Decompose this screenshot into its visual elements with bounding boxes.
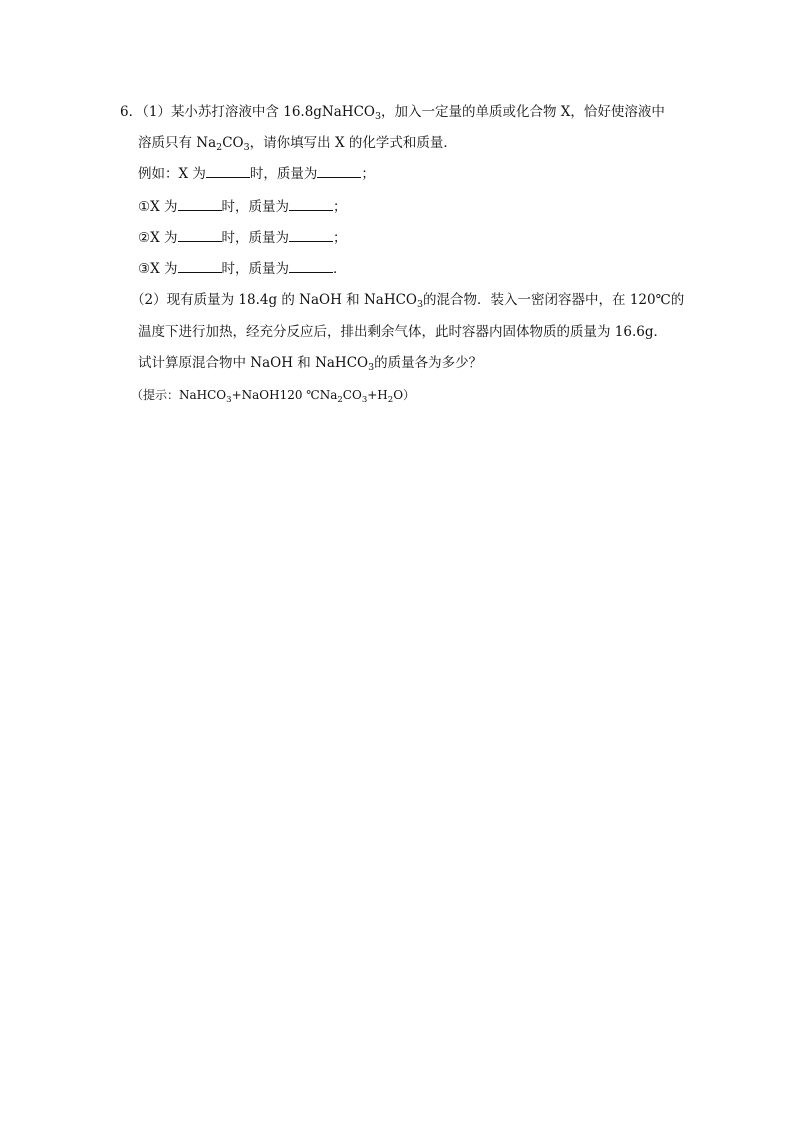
example-line: 例如：X 为 时，质量为 ；	[138, 166, 375, 182]
answer-blank[interactable]	[289, 229, 333, 242]
answer-item-2: ②X 为 时，质量为 ；	[138, 230, 347, 246]
answer-blank[interactable]	[178, 198, 222, 211]
question-part2-line2: 温度下进行加热，经充分反应后，排出剩余气体，此时容器内固体物质的质量为 16.6g．	[138, 324, 667, 340]
part1-label: （1）	[142, 104, 171, 120]
question-part1-line2: 溶质只有 $Na_2CO_3$，请你填写出 X 的化学式和质量．	[138, 135, 457, 153]
answer-blank[interactable]	[178, 229, 222, 242]
hint-line: （提示：NaHCO$_3$+NaOH120 $℃Na_2CO_3+H_2O$）	[131, 388, 416, 405]
question-number: 6．	[120, 104, 143, 120]
part2-label: （2）	[131, 292, 167, 308]
answer-blank[interactable]	[206, 165, 250, 178]
answer-item-3: ③X 为 时，质量为 ．	[138, 261, 347, 277]
answer-blank[interactable]	[289, 198, 333, 211]
question-part2-line3: 试计算原混合物中 NaOH 和 NaHCO$_3$的质量各为多少？	[138, 355, 483, 373]
answer-blank[interactable]	[317, 165, 361, 178]
answer-item-1: ①X 为 时，质量为 ；	[138, 199, 347, 215]
answer-blank[interactable]	[178, 260, 222, 273]
question-part2-line1: （2）现有质量为 18.4g 的 NaOH 和 NaHCO$_3$的混合物．装入一密闭容器中，在 120℃的	[131, 292, 685, 310]
answer-blank[interactable]	[289, 260, 333, 273]
question-part1-line1: 6．（1）某小苏打溶液中含 16.8gNaHCO$_3$，加入一定量的单质或化合物 X，恰好使溶液中	[120, 104, 665, 122]
